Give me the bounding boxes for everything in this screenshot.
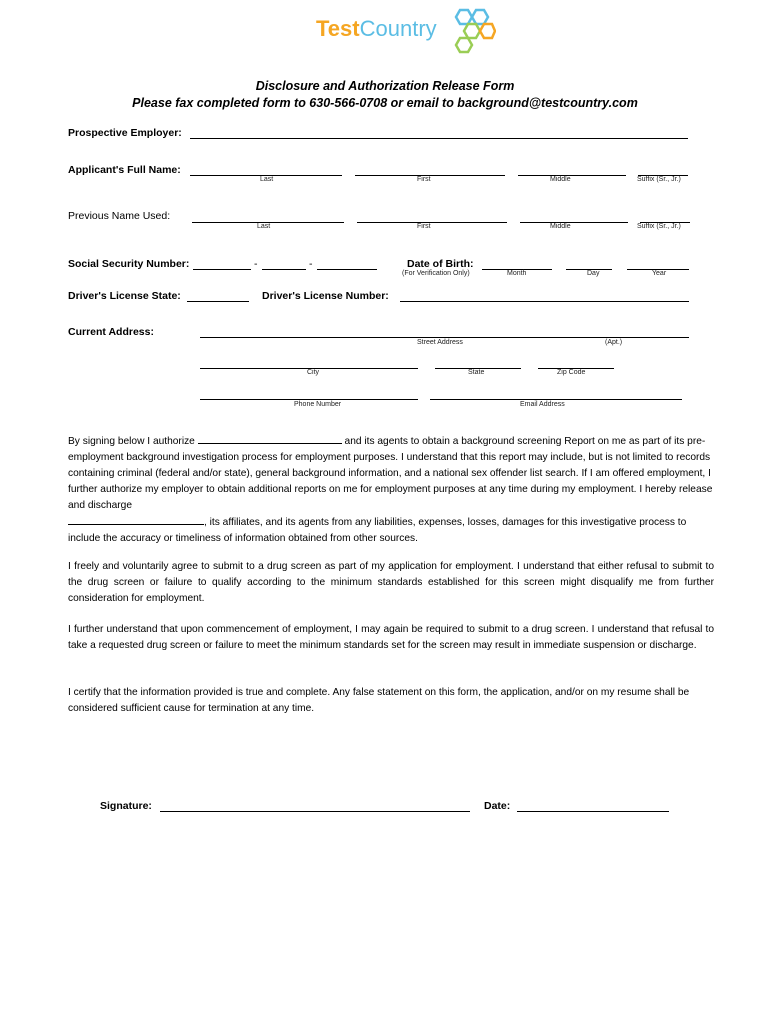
caption-state: State xyxy=(468,369,485,376)
caption-middle: Middle xyxy=(550,223,571,230)
caption-suffix: Suffix (Sr., Jr.) xyxy=(637,223,681,230)
caption-city: City xyxy=(307,369,320,376)
p1-body: and its agents to obtain a background screening Report on me as part of its pre-employment background investigation process for employment purposes. I understand that this report may include, but is not limited to records containing criminal (federal and/or state), general background information, and a national sex offender list search. If I am offered employment, I further authorize my employer to obtain additional reports on me for employment purposes at any time during my employment. I hereby release and discharge xyxy=(68,436,713,511)
caption-first: First xyxy=(417,223,431,230)
authorized-company-field[interactable] xyxy=(198,433,342,444)
ssn-part3-field[interactable] xyxy=(317,269,377,270)
previous-name-label: Previous Name Used: xyxy=(68,210,171,222)
signature-field[interactable] xyxy=(160,811,470,812)
p1-release: , its affiliates, and its agents from any liabilities, expenses, losses, damages for this investigative process to include the accuracy or timeliness of information obtained from other sources. xyxy=(68,517,687,544)
previous-middle-name-field[interactable] xyxy=(520,222,628,223)
caption-street: Street Address xyxy=(417,339,463,346)
caption-month: Month xyxy=(507,270,527,277)
previous-first-name-field[interactable] xyxy=(357,222,507,223)
brand-logo-test: Test xyxy=(316,16,360,41)
prospective-employer-field[interactable] xyxy=(190,138,688,139)
prospective-employer-label: Prospective Employer: xyxy=(68,127,182,139)
license-number-label: Driver's License Number: xyxy=(262,290,389,302)
license-state-field[interactable] xyxy=(187,301,249,302)
brand-logo xyxy=(316,16,437,42)
caption-phone: Phone Number xyxy=(294,401,342,408)
caption-apt: (Apt.) xyxy=(605,339,623,346)
p1-intro: By signing below I authorize xyxy=(68,436,195,447)
form-subtitle: Please fax completed form to 630-566-0708 or email to background@testcountry.com xyxy=(132,96,638,110)
street-address-field[interactable] xyxy=(200,337,689,338)
current-address-label: Current Address: xyxy=(68,326,154,338)
date-label: Date: xyxy=(484,800,511,812)
caption-zip: Zip Code xyxy=(557,369,586,376)
hexagon-logo-icon xyxy=(448,8,496,54)
caption-last: Last xyxy=(260,176,274,183)
certification-paragraph: I certify that the information provided is true and complete. Any false statement on this form, the application, and/or on my resume shall be considered sufficient cause for termination at any time. xyxy=(68,687,690,714)
ssn-label: Social Security Number: xyxy=(68,258,190,270)
caption-suffix: Suffix (Sr., Jr.) xyxy=(637,176,681,183)
dob-label: Date of Birth: xyxy=(407,258,474,270)
form-title: Disclosure and Authorization Release Form xyxy=(255,79,515,93)
authorization-paragraph xyxy=(68,433,714,547)
ssn-part1-field[interactable] xyxy=(193,269,251,270)
caption-first: First xyxy=(417,176,431,183)
dob-verification-note: (For Verification Only) xyxy=(402,270,470,277)
license-state-label: Driver's License State: xyxy=(68,290,181,302)
applicant-name-label: Applicant's Full Name: xyxy=(68,164,181,176)
date-field[interactable] xyxy=(517,811,669,812)
applicant-middle-name-field[interactable] xyxy=(518,175,626,176)
ssn-part2-field[interactable] xyxy=(262,269,306,270)
license-number-field[interactable] xyxy=(400,301,689,302)
caption-email: Email Address xyxy=(520,401,565,408)
phone-number-field[interactable] xyxy=(200,399,418,400)
drug-screen-paragraph: I freely and voluntarily agree to submit to a drug screen as part of my application for employment. I understand that either refusal to submit to the drug screen or failure to qualify according to the minimum standards established for this screen might disqualify me from further consideration for employment. xyxy=(68,561,714,604)
ssn-dash-2: - xyxy=(309,258,313,270)
released-company-field[interactable] xyxy=(68,514,204,525)
caption-year: Year xyxy=(652,270,667,277)
caption-day: Day xyxy=(587,270,600,277)
email-address-field[interactable] xyxy=(430,399,682,400)
ssn-dash-1: - xyxy=(254,258,258,270)
employment-drug-screen-paragraph: I further understand that upon commencement of employment, I may again be required to submit to a drug screen. I understand that refusal to take a requested drug screen or failure to meet the minimum standards set for the screen may result in immediate suspension or discharge. xyxy=(68,624,714,651)
caption-last: Last xyxy=(257,223,271,230)
brand-logo-country: Country xyxy=(359,16,437,41)
signature-label: Signature: xyxy=(100,800,152,812)
caption-middle: Middle xyxy=(550,176,571,183)
